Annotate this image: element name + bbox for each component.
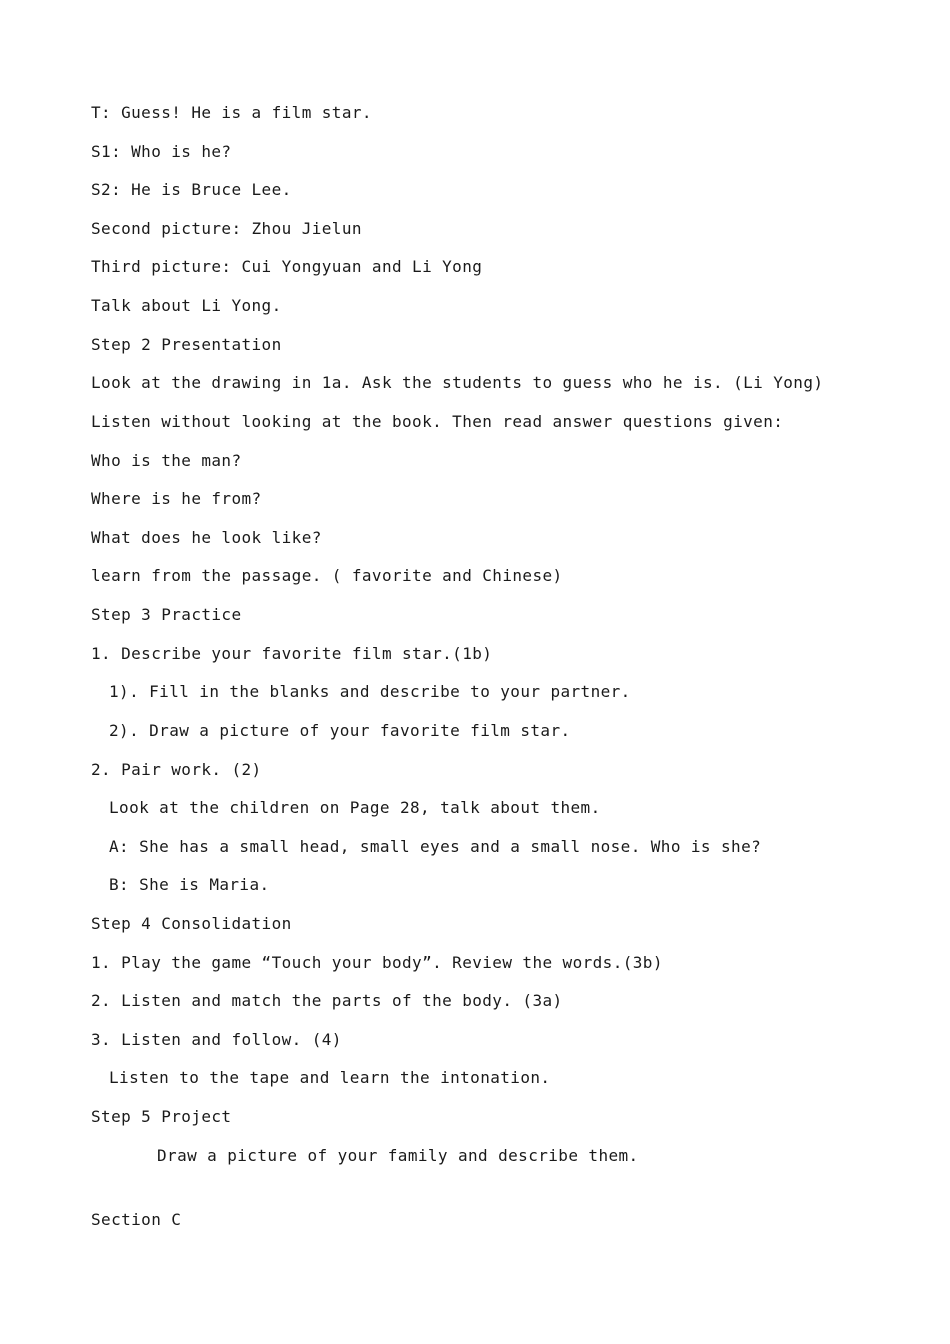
text-line: 3. Listen and follow. (4) (91, 1030, 342, 1049)
text-line: A: She has a small head, small eyes and a small nose. Who is she? (109, 837, 762, 856)
text-line: 1. Describe your favorite film star.(1b) (91, 644, 493, 663)
text-line: 1). Fill in the blanks and describe to your partner. (109, 682, 631, 701)
section-heading: Section C (91, 1210, 182, 1229)
text-line: Third picture: Cui Yongyuan and Li Yong (91, 257, 483, 276)
text-line: Talk about Li Yong. (91, 296, 282, 315)
text-line: What does he look like? (91, 528, 322, 547)
text-line: 2. Pair work. (2) (91, 760, 262, 779)
text-line: T: Guess! He is a film star. (91, 103, 372, 122)
step-heading: Step 5 Project (91, 1107, 232, 1126)
text-line: Listen without looking at the book. Then read answer questions given: (91, 412, 784, 431)
step-heading: Step 4 Consolidation (91, 914, 292, 933)
text-line: B: She is Maria. (109, 875, 270, 894)
text-line: 1. Play the game “Touch your body”. Review the words.(3b) (91, 953, 663, 972)
step-heading: Step 3 Practice (91, 605, 242, 624)
text-line: Draw a picture of your family and describe them. (157, 1146, 639, 1165)
text-line: Listen to the tape and learn the intonation. (109, 1068, 551, 1087)
text-line: Look at the children on Page 28, talk about them. (109, 798, 601, 817)
text-line: Who is the man? (91, 451, 242, 470)
text-line: S2: He is Bruce Lee. (91, 180, 292, 199)
text-line: Second picture: Zhou Jielun (91, 219, 362, 238)
text-line: S1: Who is he? (91, 142, 232, 161)
text-line: 2. Listen and match the parts of the body. (3a) (91, 991, 563, 1010)
step-heading: Step 2 Presentation (91, 335, 282, 354)
text-line: Look at the drawing in 1a. Ask the students to guess who he is. (Li Yong) (91, 373, 824, 392)
text-line: Where is he from? (91, 489, 262, 508)
text-line: learn from the passage. ( favorite and Chinese) (91, 566, 563, 585)
text-line: 2). Draw a picture of your favorite film star. (109, 721, 571, 740)
